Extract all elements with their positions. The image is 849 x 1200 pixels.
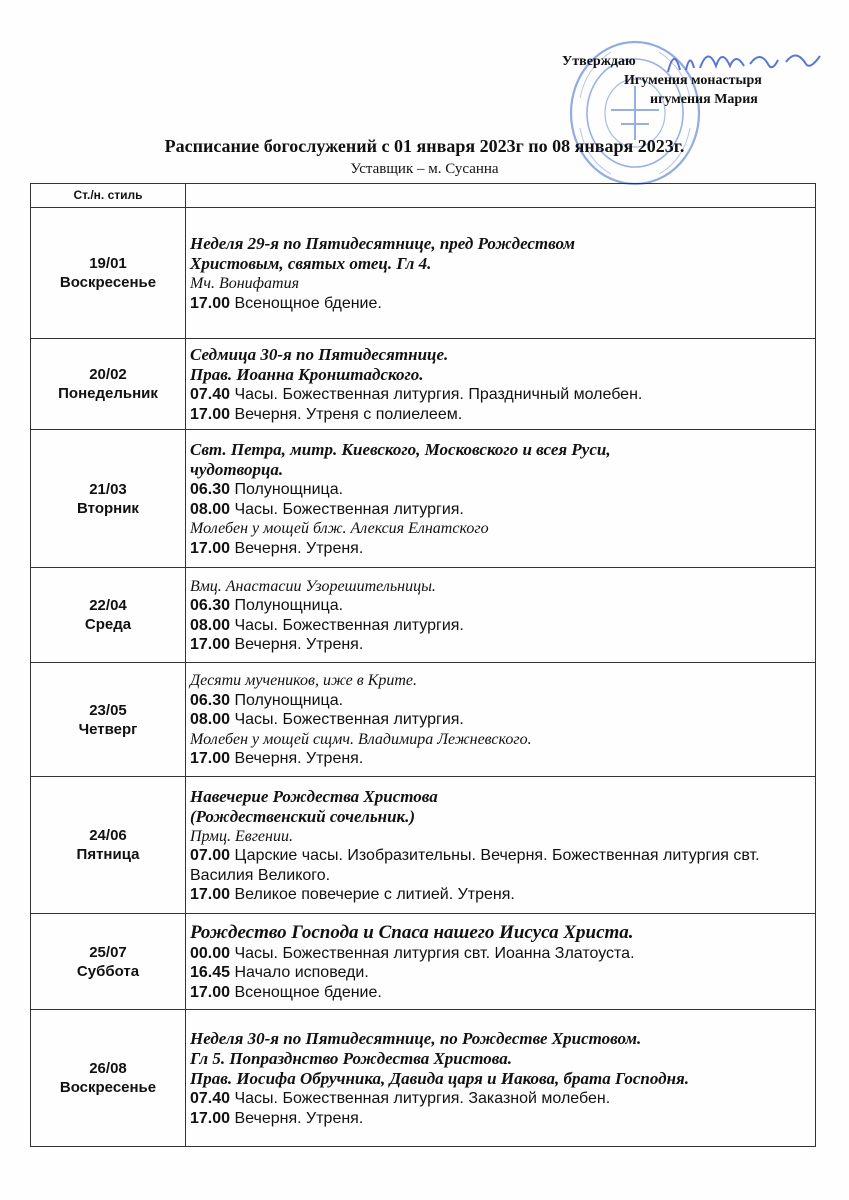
approval-block <box>560 52 830 109</box>
weekday-label: Суббота <box>76 962 140 980</box>
feast-title: Христовым, святых отец. Гл 4. <box>190 254 432 273</box>
table-row <box>31 208 816 339</box>
date-label: 23/05 <box>89 701 127 719</box>
feast-title: (Рождественский сочельник.) <box>190 806 416 826</box>
document-title: Расписание богослужений с 01 января 2023г по 08 января 2023г. <box>164 136 685 156</box>
feast-title: Неделя 30-я по Пятидесятнице, по Рождестве Христовом. <box>190 1029 642 1048</box>
service-text: Часы. Божественная литургия. <box>230 500 464 518</box>
day-cell <box>31 914 186 1010</box>
service-time: 17.00 <box>190 750 231 768</box>
service-text: Начало исповеди. <box>230 964 369 982</box>
service-text: Полунощница. <box>230 597 344 614</box>
service-time: 00.00 <box>190 944 231 962</box>
service-time: 08.00 <box>190 616 231 634</box>
service-text: Часы. Божественная литургия. <box>230 616 464 634</box>
header-day-column: Ст./н. стиль <box>31 184 186 208</box>
service-line <box>190 691 811 711</box>
feast-title: чудотворца. <box>190 460 284 479</box>
table-header-row <box>31 184 816 208</box>
weekday-label: Понедельник <box>58 385 158 402</box>
service-line <box>190 885 811 905</box>
service-time: 17.00 <box>190 886 231 903</box>
saint-commemoration: Мч. Вонифатия <box>190 275 300 292</box>
weekday-label: Среда <box>84 616 132 633</box>
services-cell <box>186 568 816 663</box>
services-cell <box>186 430 816 568</box>
service-text: Вечерня. Утреня с полиелеем. <box>230 405 463 423</box>
feast-title: Седмица 30-я по Пятидесятнице. <box>190 345 449 364</box>
day-cell <box>31 339 186 430</box>
day-cell <box>31 663 186 777</box>
service-time: 17.00 <box>190 983 231 1001</box>
service-text: Вечерня. Утреня. <box>230 1109 364 1127</box>
service-text: Вечерня. Утреня. <box>230 539 364 557</box>
service-time: 17.00 <box>190 636 231 653</box>
service-text: Полунощница. <box>230 481 344 498</box>
saint-commemoration: Вмц. Анастасии Узорешительницы. <box>190 577 436 595</box>
service-text: Царские часы. Изобразительны. Вечерня. Божественная литургия свт. Василия Великого. <box>190 847 760 884</box>
table-row <box>31 914 816 1010</box>
table-row <box>31 568 816 663</box>
feast-title: Свт. Петра, митр. Киевского, Московского и всея Руси, <box>190 440 611 459</box>
service-time: 17.00 <box>190 405 231 423</box>
day-cell <box>31 568 186 663</box>
service-time: 17.00 <box>190 294 231 312</box>
date-label: 24/06 <box>89 827 127 844</box>
table-row <box>31 1010 816 1147</box>
service-line <box>190 983 811 1003</box>
weekday-label: Воскресенье <box>59 274 157 291</box>
service-time: 07.40 <box>190 1090 231 1107</box>
service-text: Всенощное бдение. <box>230 294 382 312</box>
service-line <box>190 294 811 314</box>
service-time: 07.00 <box>190 847 231 864</box>
table-row <box>31 339 816 430</box>
service-time: 06.30 <box>190 481 231 498</box>
table-row <box>31 777 816 914</box>
service-time: 06.30 <box>190 691 231 709</box>
feast-title: Рождество Господа и Спаса нашего Иисуса Христа. <box>190 921 634 943</box>
document-subtitle: Уставщик – м. Сусанна <box>350 161 499 177</box>
day-cell <box>31 208 186 339</box>
service-line <box>190 500 811 520</box>
service-line <box>190 710 811 730</box>
service-text: Всенощное бдение. <box>230 983 382 1001</box>
service-text: Полунощница. <box>230 691 344 709</box>
feast-title: Навечерие Рождества Христова <box>190 786 438 806</box>
services-cell <box>186 339 816 430</box>
service-time: 07.40 <box>190 386 231 403</box>
service-line <box>190 846 811 885</box>
service-line <box>190 385 811 405</box>
date-label: 26/08 <box>89 1060 127 1077</box>
weekday-label: Вторник <box>77 499 139 517</box>
table-row <box>31 430 816 568</box>
services-cell <box>186 777 816 914</box>
service-text: Часы. Божественная литургия. <box>230 711 464 729</box>
service-time: 08.00 <box>190 711 231 729</box>
service-note: Молебен у мощей блж. Алексия Елнатского <box>190 520 489 537</box>
services-cell <box>186 914 816 1010</box>
service-note: Молебен у мощей сщмч. Владимира Лежневского. <box>190 730 532 748</box>
service-time: 17.00 <box>190 1109 231 1127</box>
saint-commemoration: Десяти мучеников, иже в Крите. <box>190 672 417 690</box>
service-text: Часы. Божественная литургия свт. Иоанна Златоуста. <box>230 944 635 962</box>
approval-line-3: игумения Мария <box>650 92 758 107</box>
service-line <box>190 963 811 983</box>
approval-line-2: Игумения монастыря <box>624 73 762 88</box>
service-line <box>190 480 811 500</box>
saint-commemoration: Прмц. Евгении. <box>190 827 293 845</box>
service-line <box>190 405 811 425</box>
date-label: 22/04 <box>89 597 127 614</box>
service-text: Часы. Божественная литургия. Праздничный молебен. <box>230 386 643 403</box>
services-cell <box>186 1010 816 1147</box>
services-cell <box>186 208 816 339</box>
service-line <box>190 1109 811 1129</box>
feast-title: Прав. Иоанна Кронштадского. <box>190 365 424 384</box>
service-text: Вечерня. Утреня. <box>230 636 364 653</box>
date-label: 19/01 <box>89 255 127 272</box>
service-time: 16.45 <box>190 964 231 982</box>
service-line <box>190 616 811 636</box>
header-blank-column <box>186 184 816 208</box>
feast-title: Прав. Иосифа Обручника, Давида царя и Иакова, брата Господня. <box>190 1069 690 1088</box>
service-line <box>190 539 811 559</box>
date-label: 25/07 <box>89 943 127 961</box>
service-line <box>190 1089 811 1109</box>
table-row <box>31 663 816 777</box>
service-time: 17.00 <box>190 539 231 557</box>
date-label: 21/03 <box>89 480 127 498</box>
weekday-label: Воскресенье <box>59 1079 157 1096</box>
service-text: Часы. Божественная литургия. Заказной молебен. <box>230 1090 611 1107</box>
services-cell <box>186 663 816 777</box>
date-label: 20/02 <box>89 366 127 383</box>
weekday-label: Четверг <box>78 720 138 738</box>
service-line <box>190 635 811 655</box>
weekday-label: Пятница <box>76 846 140 863</box>
approval-line-1: Утверждаю <box>562 54 636 69</box>
service-text: Великое повечерие с литией. Утреня. <box>230 886 515 903</box>
service-line <box>190 596 811 616</box>
feast-title: Неделя 29-я по Пятидесятнице, пред Рождеством <box>190 234 576 253</box>
service-time: 08.00 <box>190 500 231 518</box>
service-text: Вечерня. Утреня. <box>230 750 364 768</box>
service-line <box>190 944 811 964</box>
day-cell <box>31 430 186 568</box>
service-time: 06.30 <box>190 597 231 614</box>
day-cell <box>31 777 186 914</box>
day-cell <box>31 1010 186 1147</box>
schedule-table <box>30 183 816 1147</box>
service-line <box>190 749 811 769</box>
feast-title: Гл 5. Попразднство Рождества Христова. <box>190 1049 513 1068</box>
